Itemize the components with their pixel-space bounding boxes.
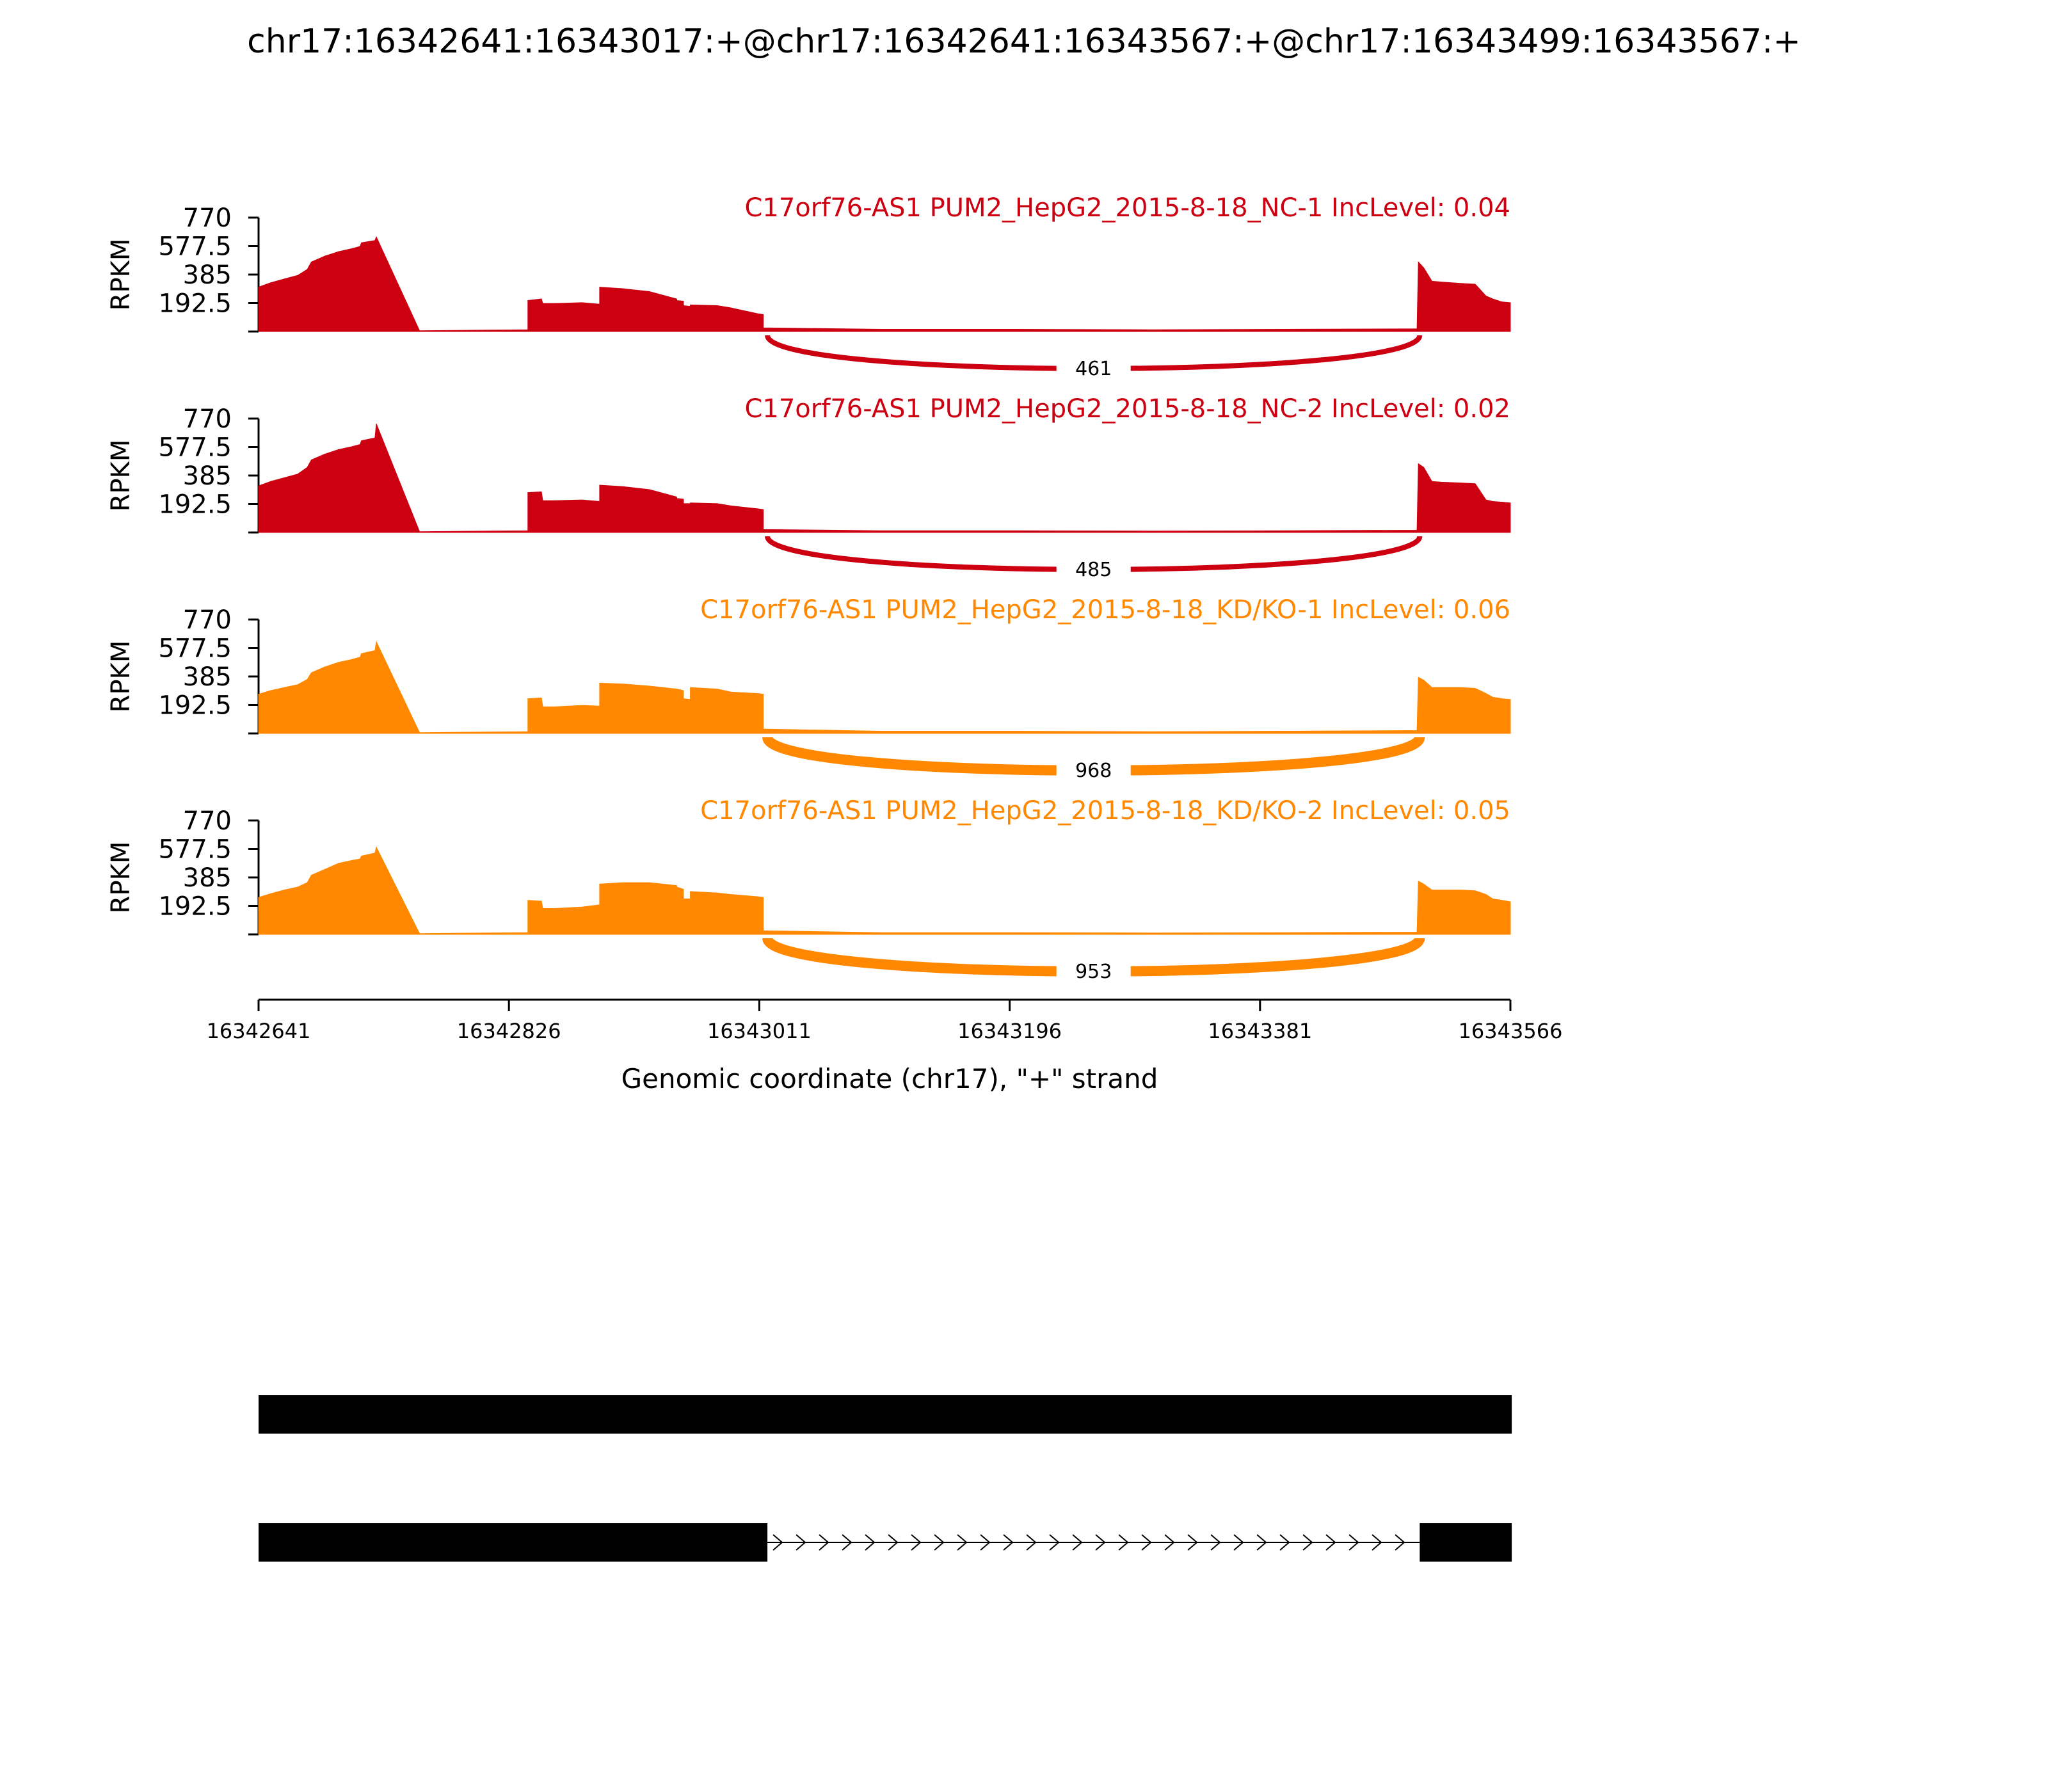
isoform-row-2 xyxy=(259,1523,1512,1562)
y-tick-label: 770 xyxy=(182,605,232,635)
junction-count: 953 xyxy=(1075,961,1112,983)
y-tick-label: 385 xyxy=(182,461,232,491)
coverage-panel-3 xyxy=(106,595,1510,785)
x-tick-label: 16342641 xyxy=(206,1019,311,1043)
y-tick-label: 192.5 xyxy=(158,490,232,520)
y-tick-label: 577.5 xyxy=(158,433,232,463)
isoform-row-1 xyxy=(259,1395,1512,1434)
coverage-panel-2 xyxy=(106,394,1510,584)
y-axis-label: RPKM xyxy=(106,238,136,311)
coverage-area xyxy=(259,642,1510,733)
y-tick-label: 385 xyxy=(182,260,232,290)
junction-count: 968 xyxy=(1075,760,1112,782)
y-tick-label: 192.5 xyxy=(158,691,232,721)
junction-count: 461 xyxy=(1075,358,1112,380)
x-axis xyxy=(207,1000,1563,1043)
x-tick-label: 16343196 xyxy=(957,1019,1062,1043)
sample-label: C17orf76-AS1 PUM2_HepG2_2015-8-18_NC-1 IncLevel: 0.04 xyxy=(744,193,1510,223)
coverage-panel-1 xyxy=(106,193,1510,383)
y-axis-label: RPKM xyxy=(106,841,136,914)
x-tick-label: 16342826 xyxy=(456,1019,561,1043)
coverage-panel-4 xyxy=(106,796,1510,986)
exon-block xyxy=(1420,1523,1512,1562)
x-tick-label: 16343381 xyxy=(1208,1019,1313,1043)
gene-model-track xyxy=(259,1395,1512,1562)
y-axis-label: RPKM xyxy=(106,640,136,713)
y-tick-label: 577.5 xyxy=(158,232,232,262)
exon-block xyxy=(259,1395,1512,1434)
chart-title: chr17:16342641:16343017:+@chr17:16342641:16343567:+@chr17:16343499:16343567:+ xyxy=(247,22,1801,61)
y-tick-label: 770 xyxy=(182,806,232,836)
y-tick-label: 577.5 xyxy=(158,634,232,664)
y-tick-label: 770 xyxy=(182,404,232,434)
sample-label: C17orf76-AS1 PUM2_HepG2_2015-8-18_NC-2 IncLevel: 0.02 xyxy=(744,394,1510,424)
x-tick-label: 16343011 xyxy=(707,1019,812,1043)
coverage-area xyxy=(259,847,1510,934)
y-tick-label: 385 xyxy=(182,662,232,692)
exon-block xyxy=(259,1523,767,1562)
y-axis-label: RPKM xyxy=(106,439,136,512)
y-tick-label: 192.5 xyxy=(158,892,232,922)
y-tick-label: 577.5 xyxy=(158,835,232,865)
sample-label: C17orf76-AS1 PUM2_HepG2_2015-8-18_KD/KO-1 IncLevel: 0.06 xyxy=(700,595,1510,625)
coverage-area xyxy=(259,424,1510,532)
sample-label: C17orf76-AS1 PUM2_HepG2_2015-8-18_KD/KO-2 IncLevel: 0.05 xyxy=(700,796,1510,826)
y-tick-label: 770 xyxy=(182,204,232,233)
x-axis-label: Genomic coordinate (chr17), "+" strand xyxy=(621,1063,1158,1094)
coverage-area xyxy=(259,237,1510,332)
junction-count: 485 xyxy=(1075,559,1112,581)
y-tick-label: 192.5 xyxy=(158,289,232,319)
x-tick-label: 16343566 xyxy=(1458,1019,1563,1043)
y-tick-label: 385 xyxy=(182,863,232,893)
coverage-panels xyxy=(106,193,1510,986)
